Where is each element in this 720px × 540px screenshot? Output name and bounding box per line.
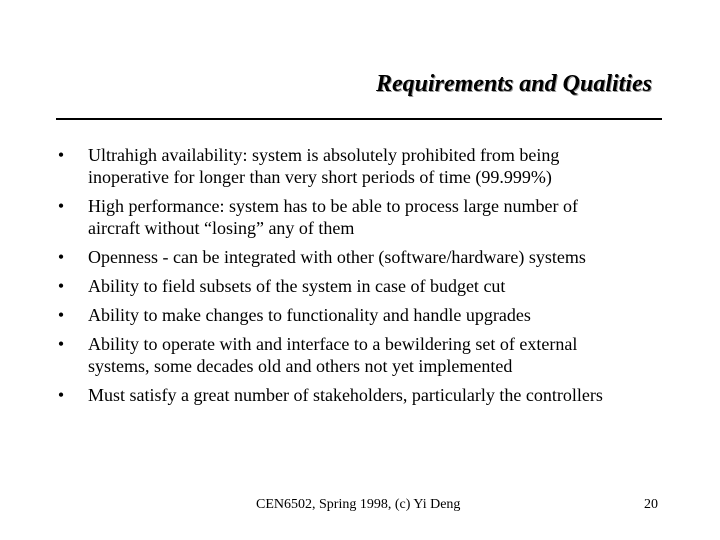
bullet-dot-icon: • [57,385,65,405]
bullet-text-line: Must satisfy a great number of stakeholders, particularly the controllers [88,385,603,405]
bullet-text-line: inoperative for longer than very short periods of time (99.999%) [88,167,552,187]
bullet-text-line: Openness - can be integrated with other (software/hardware) systems [88,247,586,267]
bullet-dot-icon: • [57,334,65,354]
bullet-text-line: Ability to operate with and interface to a bewildering set of external [88,334,578,354]
bullet-text-line: High performance: system has to be able to process large number of [88,196,579,216]
bullet-dot-icon: • [57,247,65,267]
bullet-item-interface [56,333,676,377]
bullet-item-changes [56,304,676,326]
slide-title: Requirements and Qualities [375,71,652,97]
bullet-item-availability [56,144,676,188]
bullet-list [56,144,676,413]
bullet-dot-icon: • [57,305,65,325]
bullet-text-line: Ability to make changes to functionality and handle upgrades [88,305,531,325]
bullet-dot-icon: • [57,145,65,165]
bullet-text-line: Ultrahigh availability: system is absolutely prohibited from being [88,145,560,165]
bullet-item-performance [56,195,676,239]
slide-footer: CEN6502, Spring 1998, (c) Yi Deng [256,497,461,512]
title-underline-divider [56,118,662,120]
bullet-item-subsets [56,275,676,297]
bullet-dot-icon: • [57,196,65,216]
bullet-text-line: systems, some decades old and others not yet implemented [88,356,513,376]
bullet-item-stakeholders [56,384,676,406]
bullet-text-line: Ability to field subsets of the system in case of budget cut [88,276,506,296]
bullet-item-openness [56,246,676,268]
bullet-text-line: aircraft without “losing” any of them [88,218,355,238]
bullet-dot-icon: • [57,276,65,296]
page-number: 20 [644,497,658,512]
